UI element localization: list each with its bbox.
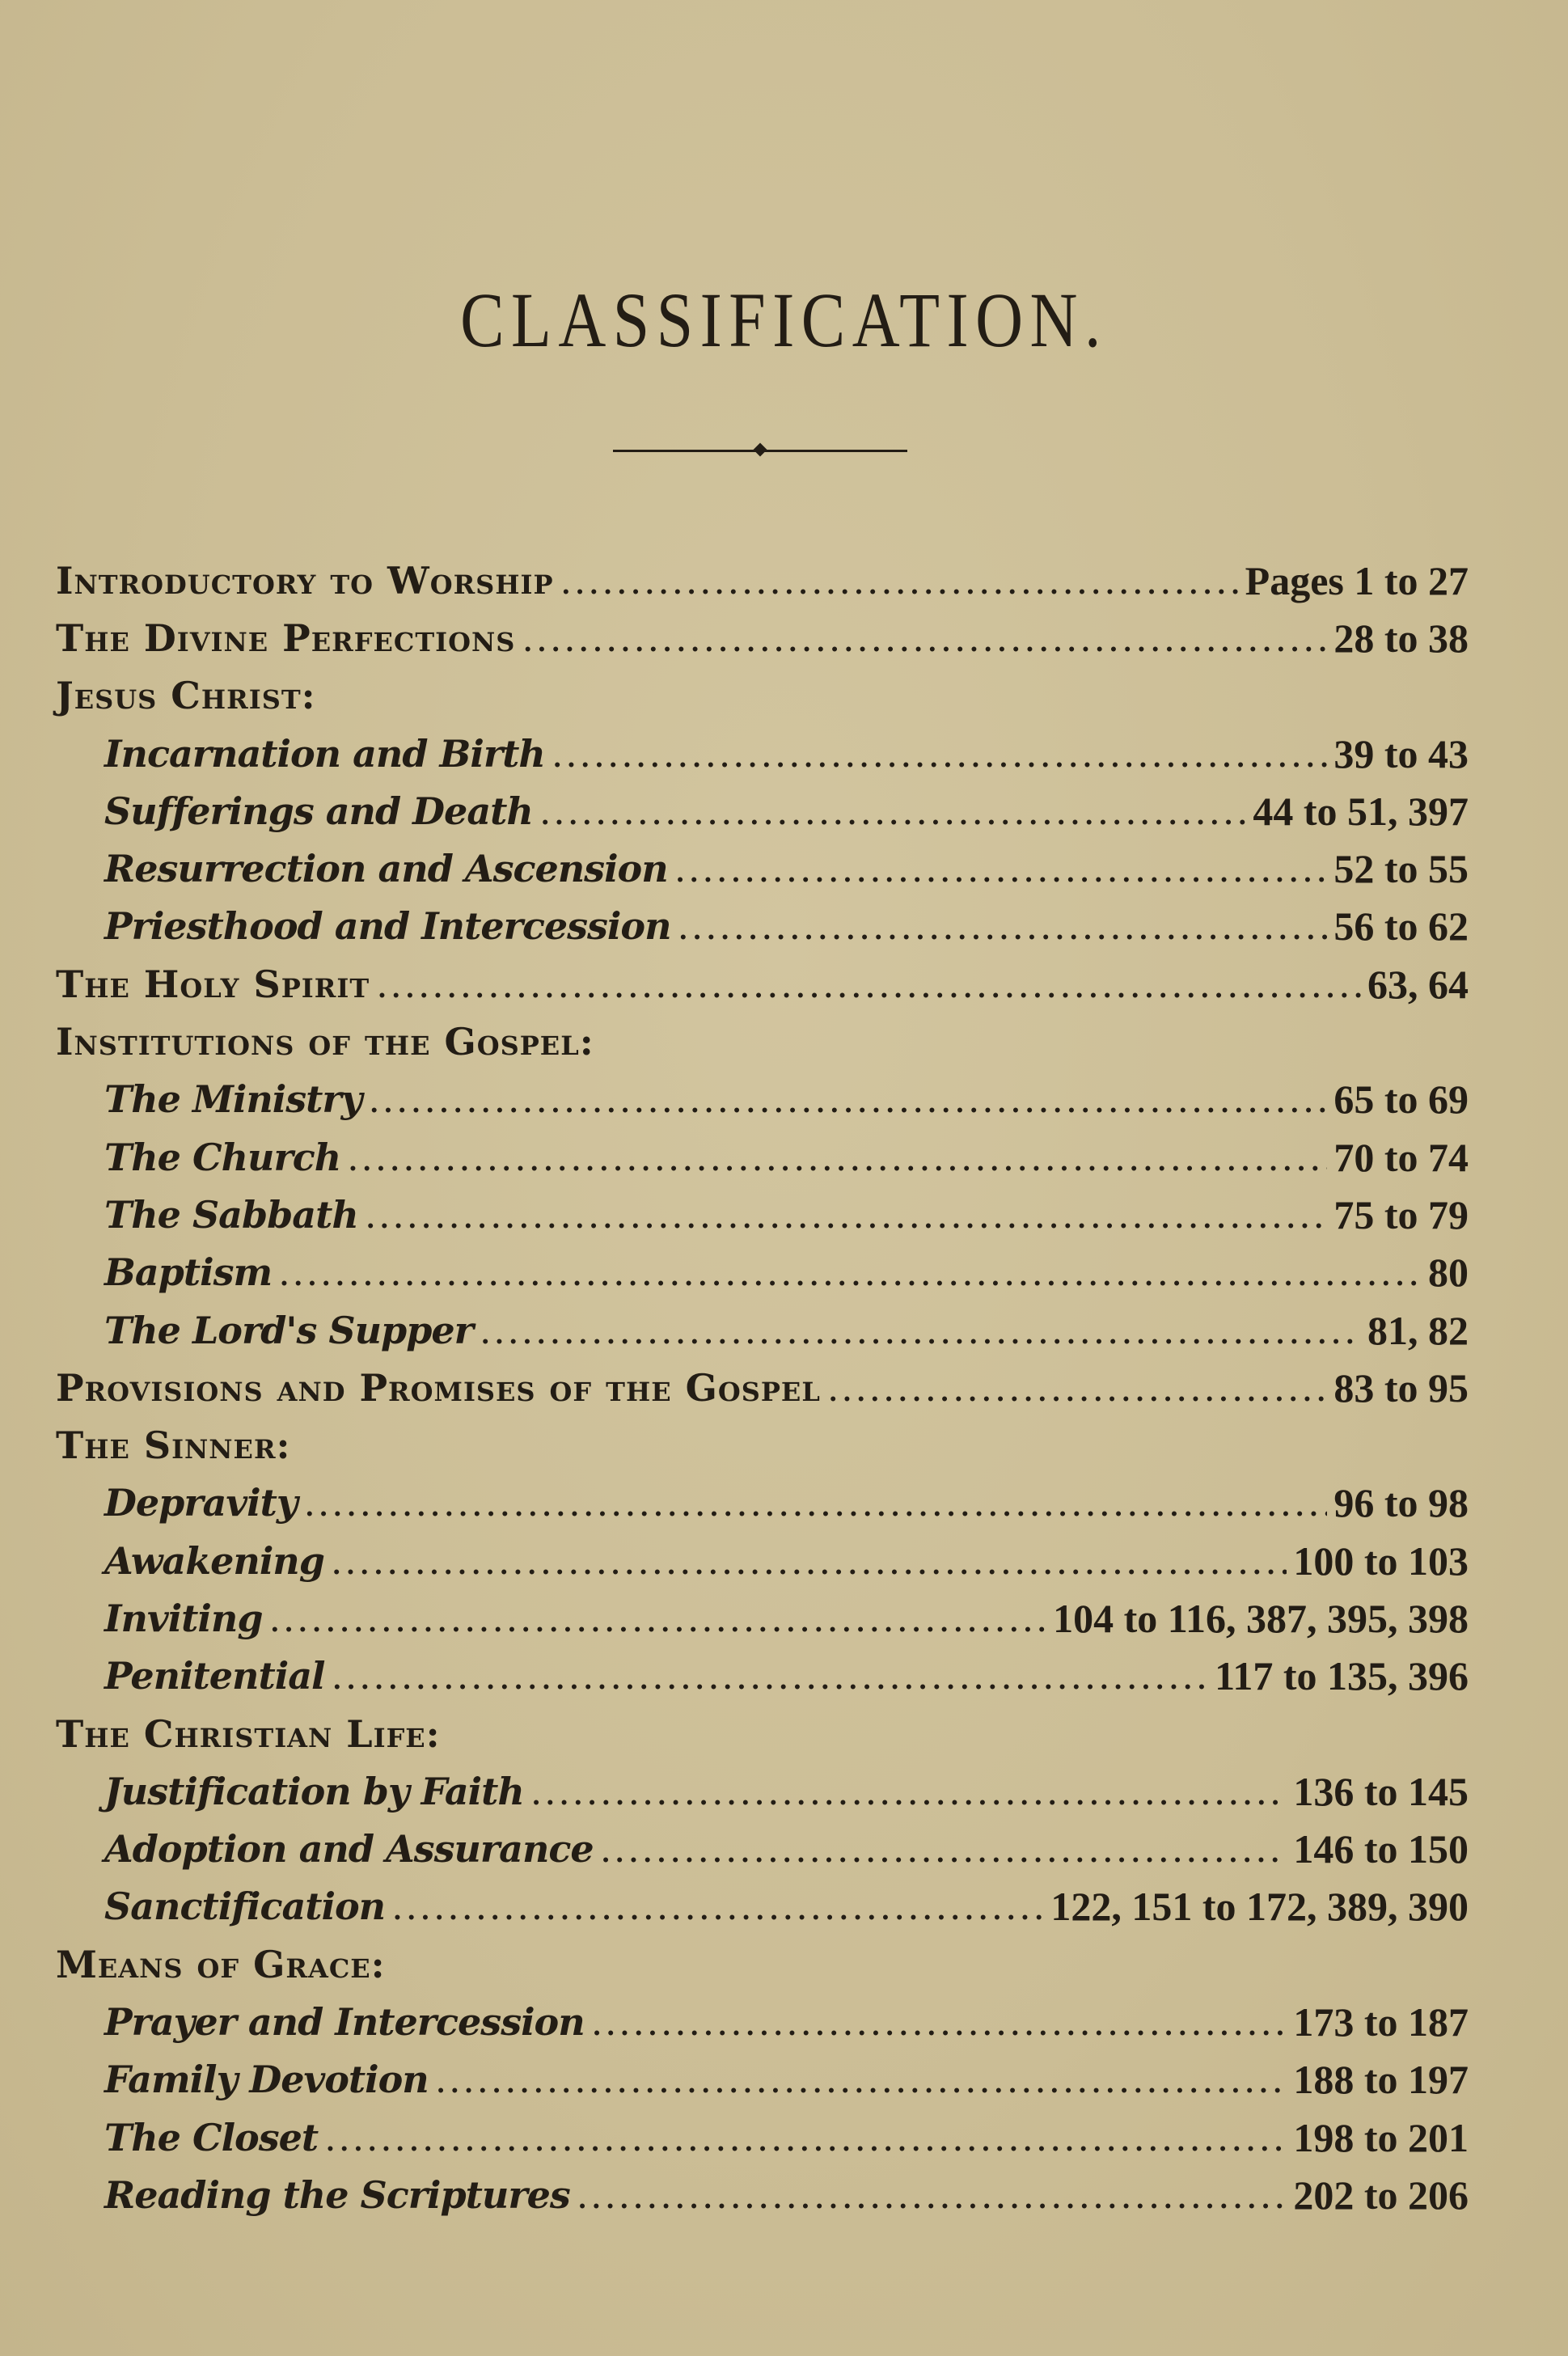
toc-section-heading (56, 667, 1469, 725)
entry-label: Baptism (104, 1250, 273, 1295)
dot-leader (539, 789, 1247, 833)
entry-label: Incarnation and Birth (104, 731, 545, 776)
entry-pages: 136 to 145 (1293, 1768, 1469, 1814)
dot-leader (522, 616, 1327, 660)
toc-entry (56, 1301, 1469, 1359)
entry-pages: 198 to 201 (1293, 2114, 1469, 2160)
dot-leader (269, 1597, 1047, 1640)
entry-pages: 28 to 38 (1333, 615, 1469, 661)
entry-pages: 146 to 150 (1293, 1826, 1469, 1872)
entry-label: Jesus Christ: (56, 674, 316, 718)
dot-leader (577, 2173, 1287, 2217)
entry-pages: 65 to 69 (1333, 1076, 1469, 1123)
entry-label: Penitential (104, 1654, 325, 1698)
dot-leader (304, 1481, 1328, 1525)
entry-pages: 70 to 74 (1333, 1134, 1469, 1180)
entry-label: Institutions of the Gospel: (56, 1020, 594, 1064)
entry-label: The Christian Life: (56, 1711, 441, 1756)
entry-pages: 202 to 206 (1293, 2172, 1469, 2218)
dot-leader (552, 732, 1328, 776)
dot-leader (331, 1539, 1287, 1583)
toc-entry (56, 1589, 1469, 1647)
entry-label: Depravity (104, 1481, 298, 1525)
dot-leader (480, 1309, 1361, 1352)
entry-pages: 104 to 116, 387, 395, 398 (1053, 1595, 1469, 1641)
entry-pages: 96 to 98 (1333, 1480, 1469, 1526)
entry-label: Means of Grace: (56, 1942, 386, 1986)
toc-entry (56, 1128, 1469, 1186)
dot-leader (827, 1366, 1328, 1410)
entry-label: The Sinner: (56, 1423, 291, 1468)
toc-entry (56, 1878, 1469, 1935)
toc-section-heading (56, 1416, 1469, 1474)
toc-entry (56, 955, 1469, 1013)
toc-entry (56, 2109, 1469, 2166)
toc-entry (56, 782, 1469, 840)
entry-label: The Ministry (104, 1077, 362, 1122)
entry-label: Priesthood and Intercession (104, 904, 671, 949)
entry-pages: 75 to 79 (1333, 1191, 1469, 1237)
diamond-ornament-icon (754, 443, 767, 457)
entry-pages: 122, 151 to 172, 389, 390 (1050, 1884, 1469, 1930)
dot-leader (391, 1884, 1044, 1928)
entry-label: Inviting (104, 1596, 263, 1640)
toc-entry (56, 1532, 1469, 1589)
toc-entry (56, 1071, 1469, 1128)
entry-pages: 188 to 197 (1293, 2057, 1469, 2103)
entry-label: The Closet (104, 2115, 319, 2159)
toc-entry (56, 609, 1469, 666)
toc-entry (56, 1244, 1469, 1301)
dot-leader (435, 2058, 1287, 2101)
dot-leader (368, 1077, 1327, 1121)
toc-entry (56, 1186, 1469, 1243)
toc-entry (56, 725, 1469, 782)
toc-entry (56, 1359, 1469, 1416)
dot-leader (332, 1654, 1209, 1698)
entry-pages: 173 to 187 (1293, 1999, 1469, 2045)
entry-pages: 80 (1428, 1250, 1469, 1296)
entry-pages: Pages 1 to 27 (1245, 557, 1469, 603)
entry-label: Adoption and Assurance (104, 1827, 594, 1872)
entry-pages: 39 to 43 (1333, 730, 1469, 776)
entry-label: The Divine Perfections (56, 615, 516, 660)
table-of-contents (56, 552, 1469, 2224)
entry-label: The Lord's Supper (104, 1308, 473, 1352)
dot-leader (560, 559, 1239, 603)
toc-entry (56, 1762, 1469, 1820)
toc-section-heading (56, 1935, 1469, 1993)
entry-pages: 63, 64 (1367, 961, 1469, 1007)
entry-label: Resurrection and Ascension (104, 847, 668, 891)
toc-entry (56, 1993, 1469, 2050)
entry-label: The Church (104, 1135, 341, 1179)
dot-leader (365, 1193, 1328, 1237)
dot-leader (600, 1827, 1287, 1871)
dot-leader (591, 2000, 1287, 2044)
dot-leader (324, 2116, 1287, 2159)
dot-leader (376, 962, 1361, 1006)
entry-label: Provisions and Promises of the Gospel (56, 1365, 821, 1410)
dot-leader (278, 1250, 1422, 1294)
toc-entry (56, 2166, 1469, 2223)
dot-leader (674, 847, 1328, 890)
entry-label: The Sabbath (104, 1192, 358, 1237)
toc-entry (56, 552, 1469, 609)
dot-leader (347, 1136, 1327, 1179)
entry-pages: 52 to 55 (1333, 846, 1469, 892)
entry-pages: 117 to 135, 396 (1215, 1653, 1469, 1699)
entry-pages: 56 to 62 (1333, 903, 1469, 950)
entry-label: Introductory to Worship (56, 558, 554, 603)
toc-entry (56, 1474, 1469, 1532)
toc-entry (56, 2051, 1469, 2109)
entry-label: Awakening (104, 1538, 324, 1583)
dot-leader (530, 1770, 1287, 1813)
toc-entry (56, 1821, 1469, 1878)
entry-label: The Holy Spirit (56, 962, 370, 1006)
entry-label: Justification by Faith (104, 1769, 524, 1813)
entry-pages: 83 to 95 (1333, 1364, 1469, 1411)
entry-label: Prayer and Intercession (104, 2000, 585, 2045)
page-title: CLASSIFICATION. (460, 277, 1108, 363)
dot-leader (678, 904, 1328, 948)
toc-section-heading (56, 1013, 1469, 1070)
toc-entry (56, 840, 1469, 897)
entry-label: Sufferings and Death (104, 789, 533, 833)
entry-pages: 44 to 51, 397 (1253, 788, 1469, 834)
entry-label: Reading the Scriptures (104, 2172, 570, 2217)
entry-pages: 100 to 103 (1293, 1538, 1469, 1584)
entry-label: Sanctification (104, 1884, 386, 1929)
toc-entry (56, 898, 1469, 955)
toc-section-heading (56, 1705, 1469, 1762)
entry-pages: 81, 82 (1367, 1307, 1469, 1353)
toc-entry (56, 1648, 1469, 1705)
entry-label: Family Devotion (104, 2058, 429, 2102)
